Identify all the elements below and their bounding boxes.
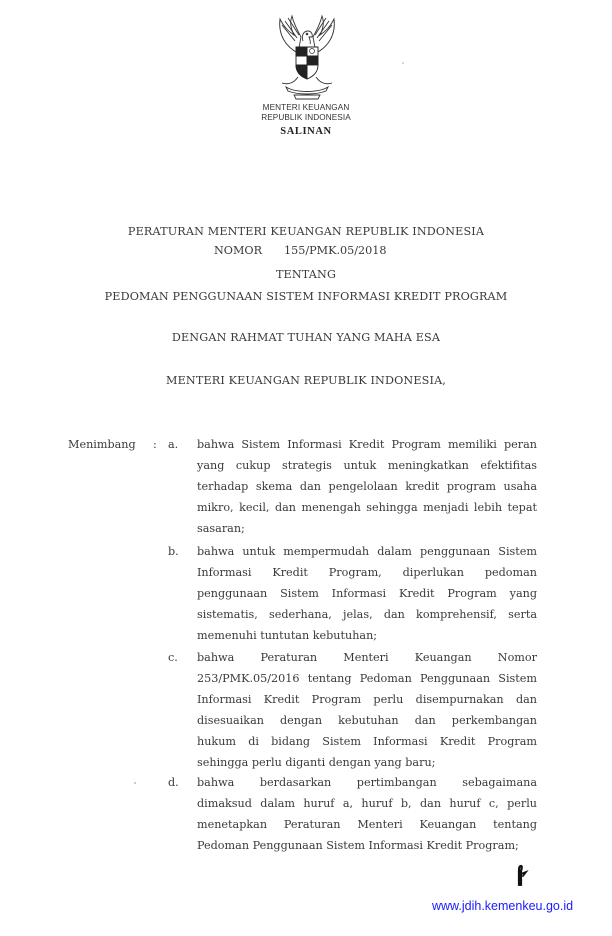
text-line: mikro, kecil, dan menengah sehingga menjadi lebih tepat: [197, 501, 537, 514]
text-line: disesuaikan dengan kebutuhan dan perkembangan: [197, 714, 537, 727]
consideration-item-a: [197, 434, 537, 539]
regulation-title: PERATURAN MENTERI KEUANGAN REPUBLIK INDONESIA: [127, 225, 485, 238]
text-line: sasaran;: [197, 522, 245, 535]
text-line: penggunaan Sistem Informasi Kredit Program yang: [197, 587, 537, 600]
issuing-authority: MENTERI KEUANGAN REPUBLIK INDONESIA,: [165, 374, 447, 387]
text-line: hukum di bidang Sistem Informasi Kredit Program: [197, 735, 537, 748]
menimbang-colon: :: [153, 438, 157, 451]
text-line: dimaksud dalam huruf a, huruf b, dan huruf c, perlu: [197, 797, 537, 810]
consideration-item-c: [197, 647, 537, 773]
scan-speck: [134, 782, 136, 784]
jdih-website-link[interactable]: www.jdih.kemenkeu.go.id: [432, 899, 574, 913]
svg-text:*: *: [301, 57, 305, 65]
invocation: DENGAN RAHMAT TUHAN YANG MAHA ESA: [171, 331, 441, 344]
text-line: sehingga perlu diganti dengan yang baru;: [197, 756, 436, 769]
text-line: Pedoman Penggunaan Sistem Informasi Kredit Program;: [197, 839, 519, 852]
text-line: menetapkan Peraturan Menteri Keuangan tentang: [197, 818, 537, 831]
item-c-letter: c.: [168, 651, 178, 664]
text-line: bahwa Peraturan Menteri Keuangan Nomor: [197, 651, 537, 664]
nomor-label: NOMOR: [214, 244, 263, 257]
ministry-name-line2: REPUBLIK INDONESIA: [261, 113, 351, 122]
text-line: bahwa Sistem Informasi Kredit Program memiliki peran: [197, 438, 537, 451]
menimbang-label: Menimbang: [68, 438, 136, 451]
scan-speck: [402, 62, 404, 64]
consideration-item-d: [197, 772, 537, 856]
text-line: yang cukup strategis untuk meningkatkan efektifitas: [197, 459, 537, 472]
salinan-stamp: SALINAN: [280, 126, 332, 137]
item-b-letter: b.: [168, 545, 179, 558]
nomor-value: 155/PMK.05/2018: [284, 244, 387, 257]
item-d-letter: d.: [168, 776, 179, 789]
text-line: 253/PMK.05/2016 tentang Pedoman Penggunaan Sistem: [197, 672, 537, 685]
text-line: sistematis, sederhana, jelas, dan komprehensif, serta: [197, 608, 537, 621]
item-a-letter: a.: [168, 438, 179, 451]
ministry-name-line1: MENTERI KEUANGAN: [262, 103, 350, 112]
text-line: memenuhi tuntutan kebutuhan;: [197, 629, 378, 642]
text-line: bahwa untuk mempermudah dalam penggunaan Sistem: [197, 545, 537, 558]
tentang-label: TENTANG: [275, 268, 337, 281]
initial-signature-icon: [515, 864, 529, 886]
text-line: Informasi Kredit Program perlu disempurnakan dan: [197, 693, 537, 706]
regulation-subject: PEDOMAN PENGGUNAAN SISTEM INFORMASI KREDIT PROGRAM: [104, 290, 508, 303]
text-line: Informasi Kredit Program, diperlukan pedoman: [197, 566, 537, 579]
text-line: terhadap skema dan pengelolaan kredit program usaha: [197, 480, 537, 493]
text-line: bahwa berdasarkan pertimbangan sebagaimana: [197, 776, 537, 789]
garuda-emblem-icon: [268, 13, 346, 103]
consideration-item-b: [197, 541, 537, 646]
